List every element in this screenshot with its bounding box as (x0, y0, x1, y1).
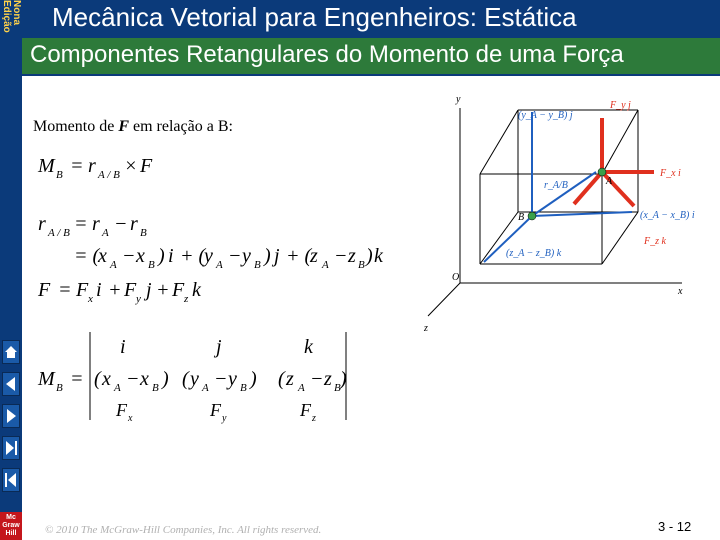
equation-moment (37, 155, 153, 181)
svg-text:A: A (216, 259, 223, 271)
dy-label: (y_A − y_B) j (518, 110, 573, 121)
svg-text:y: y (204, 245, 213, 267)
svg-text:j: j (146, 279, 152, 301)
svg-text:z: z (312, 413, 316, 424)
vector-figure (420, 88, 700, 338)
svg-text:−: − (228, 245, 242, 267)
svg-text:y: y (190, 368, 199, 390)
svg-text:=: = (70, 368, 84, 390)
svg-text:y: y (222, 413, 227, 424)
svg-text:F: F (140, 155, 153, 177)
y-axis-label: y (456, 94, 461, 105)
svg-text:y: y (228, 368, 237, 390)
logo-text: Mc Graw Hill (2, 514, 20, 537)
svg-text:k: k (304, 336, 313, 358)
lead-suffix: em relação a B: (129, 118, 233, 135)
svg-text:B: B (358, 259, 365, 271)
svg-text:r: r (38, 213, 46, 235)
svg-text:B: B (152, 382, 159, 394)
svg-text:x: x (140, 368, 149, 390)
svg-text:): ) (158, 245, 165, 267)
svg-text:−: − (214, 368, 228, 390)
svg-text:A: A (110, 259, 117, 271)
svg-text:(: ( (94, 368, 101, 390)
svg-text:−: − (122, 245, 136, 267)
svg-text:): ) (250, 368, 257, 390)
svg-text:x: x (88, 293, 93, 305)
svg-text:B: B (240, 382, 247, 394)
point-b-label: B (518, 212, 525, 223)
z-axis-label: z (424, 323, 428, 334)
svg-text:−: − (126, 368, 140, 390)
equations-block (0, 80, 420, 520)
svg-text:=: = (74, 213, 88, 235)
svg-text:A: A (102, 227, 109, 239)
svg-text:z: z (324, 368, 332, 390)
rab-label: r_A/B (544, 180, 568, 191)
svg-text:B: B (254, 259, 261, 271)
svg-text:−: − (334, 245, 348, 267)
page-subtitle: Componentes Retangulares do Momento de uma Força (30, 41, 624, 68)
svg-text:×: × (124, 155, 138, 177)
dx-label: (x_A − x_B) i (640, 210, 695, 221)
fy-label: F_y j (610, 100, 631, 111)
svg-text:k: k (374, 245, 383, 267)
fx-label: F_x i (660, 168, 681, 179)
svg-text:): ) (264, 245, 271, 267)
lead-force: F (118, 118, 129, 135)
svg-text:−: − (114, 213, 128, 235)
svg-text:i: i (120, 336, 126, 358)
svg-text:+ (: + ( (180, 245, 206, 267)
edition-label (0, 0, 22, 44)
svg-text:M: M (38, 155, 55, 177)
dz-label: (z_A − z_B) k (506, 248, 562, 259)
svg-text:F: F (38, 279, 51, 301)
svg-text:A: A (202, 382, 209, 394)
svg-text:B: B (148, 259, 155, 271)
svg-text:F: F (210, 400, 221, 420)
svg-text:A / B: A / B (48, 227, 70, 239)
svg-text:k: k (192, 279, 201, 301)
page-number: 3 - 12 (658, 519, 692, 534)
svg-text:B: B (334, 382, 341, 394)
svg-text:y: y (136, 293, 141, 305)
svg-text:F: F (76, 279, 89, 301)
svg-text:z: z (184, 293, 189, 305)
svg-text:F: F (172, 279, 185, 301)
svg-text:x: x (102, 368, 111, 390)
copyright-text: © 2010 The McGraw-Hill Companies, Inc. All rights reserved. (45, 524, 322, 536)
svg-text:): ) (366, 245, 373, 267)
svg-text:F: F (124, 279, 137, 301)
origin-label: O (452, 272, 460, 283)
svg-text:z: z (310, 245, 318, 267)
svg-text:z: z (348, 245, 356, 267)
svg-text:A: A (298, 382, 305, 394)
svg-text:r: r (88, 155, 96, 177)
svg-text:(: ( (278, 368, 285, 390)
svg-text:z: z (286, 368, 294, 390)
page-title: Mecânica Vetorial para Engenheiros: Estática (52, 2, 577, 32)
svg-text:i: i (168, 245, 174, 267)
svg-text:=: = (58, 279, 72, 301)
point-a-label: A (606, 176, 613, 187)
determinant-equation (37, 332, 347, 424)
svg-text:+ (: + ( (286, 245, 312, 267)
svg-text:): ) (340, 368, 347, 390)
svg-text:=: = (70, 155, 84, 177)
svg-text:y: y (242, 245, 251, 267)
svg-text:x: x (136, 245, 145, 267)
svg-text:= (: = ( (74, 245, 100, 267)
svg-text:(: ( (182, 368, 189, 390)
svg-text:B: B (56, 382, 63, 394)
svg-text:A: A (114, 382, 121, 394)
svg-text:i: i (96, 279, 102, 301)
subtitle-bar (22, 38, 720, 74)
svg-text:r: r (130, 213, 138, 235)
svg-text:A / B: A / B (98, 169, 120, 181)
svg-text:F: F (300, 400, 311, 420)
svg-text:B: B (140, 227, 147, 239)
svg-text:B: B (56, 169, 63, 181)
svg-text:j: j (274, 245, 280, 267)
svg-text:+: + (156, 279, 170, 301)
svg-text:j: j (216, 336, 222, 358)
svg-text:−: − (310, 368, 324, 390)
svg-text:): ) (162, 368, 169, 390)
svg-text:x: x (128, 413, 133, 424)
equation-force (37, 279, 202, 305)
svg-text:F: F (116, 400, 127, 420)
edition-text: Nona Edição (1, 0, 22, 33)
svg-text:+: + (108, 279, 122, 301)
equation-position (38, 213, 384, 271)
fz-label: F_z k (644, 236, 666, 247)
x-axis-label: x (678, 286, 683, 297)
svg-text:r: r (92, 213, 100, 235)
svg-text:A: A (322, 259, 329, 271)
svg-text:x: x (98, 245, 107, 267)
svg-text:M: M (38, 368, 55, 390)
lead-prefix: Momento de (33, 118, 119, 135)
